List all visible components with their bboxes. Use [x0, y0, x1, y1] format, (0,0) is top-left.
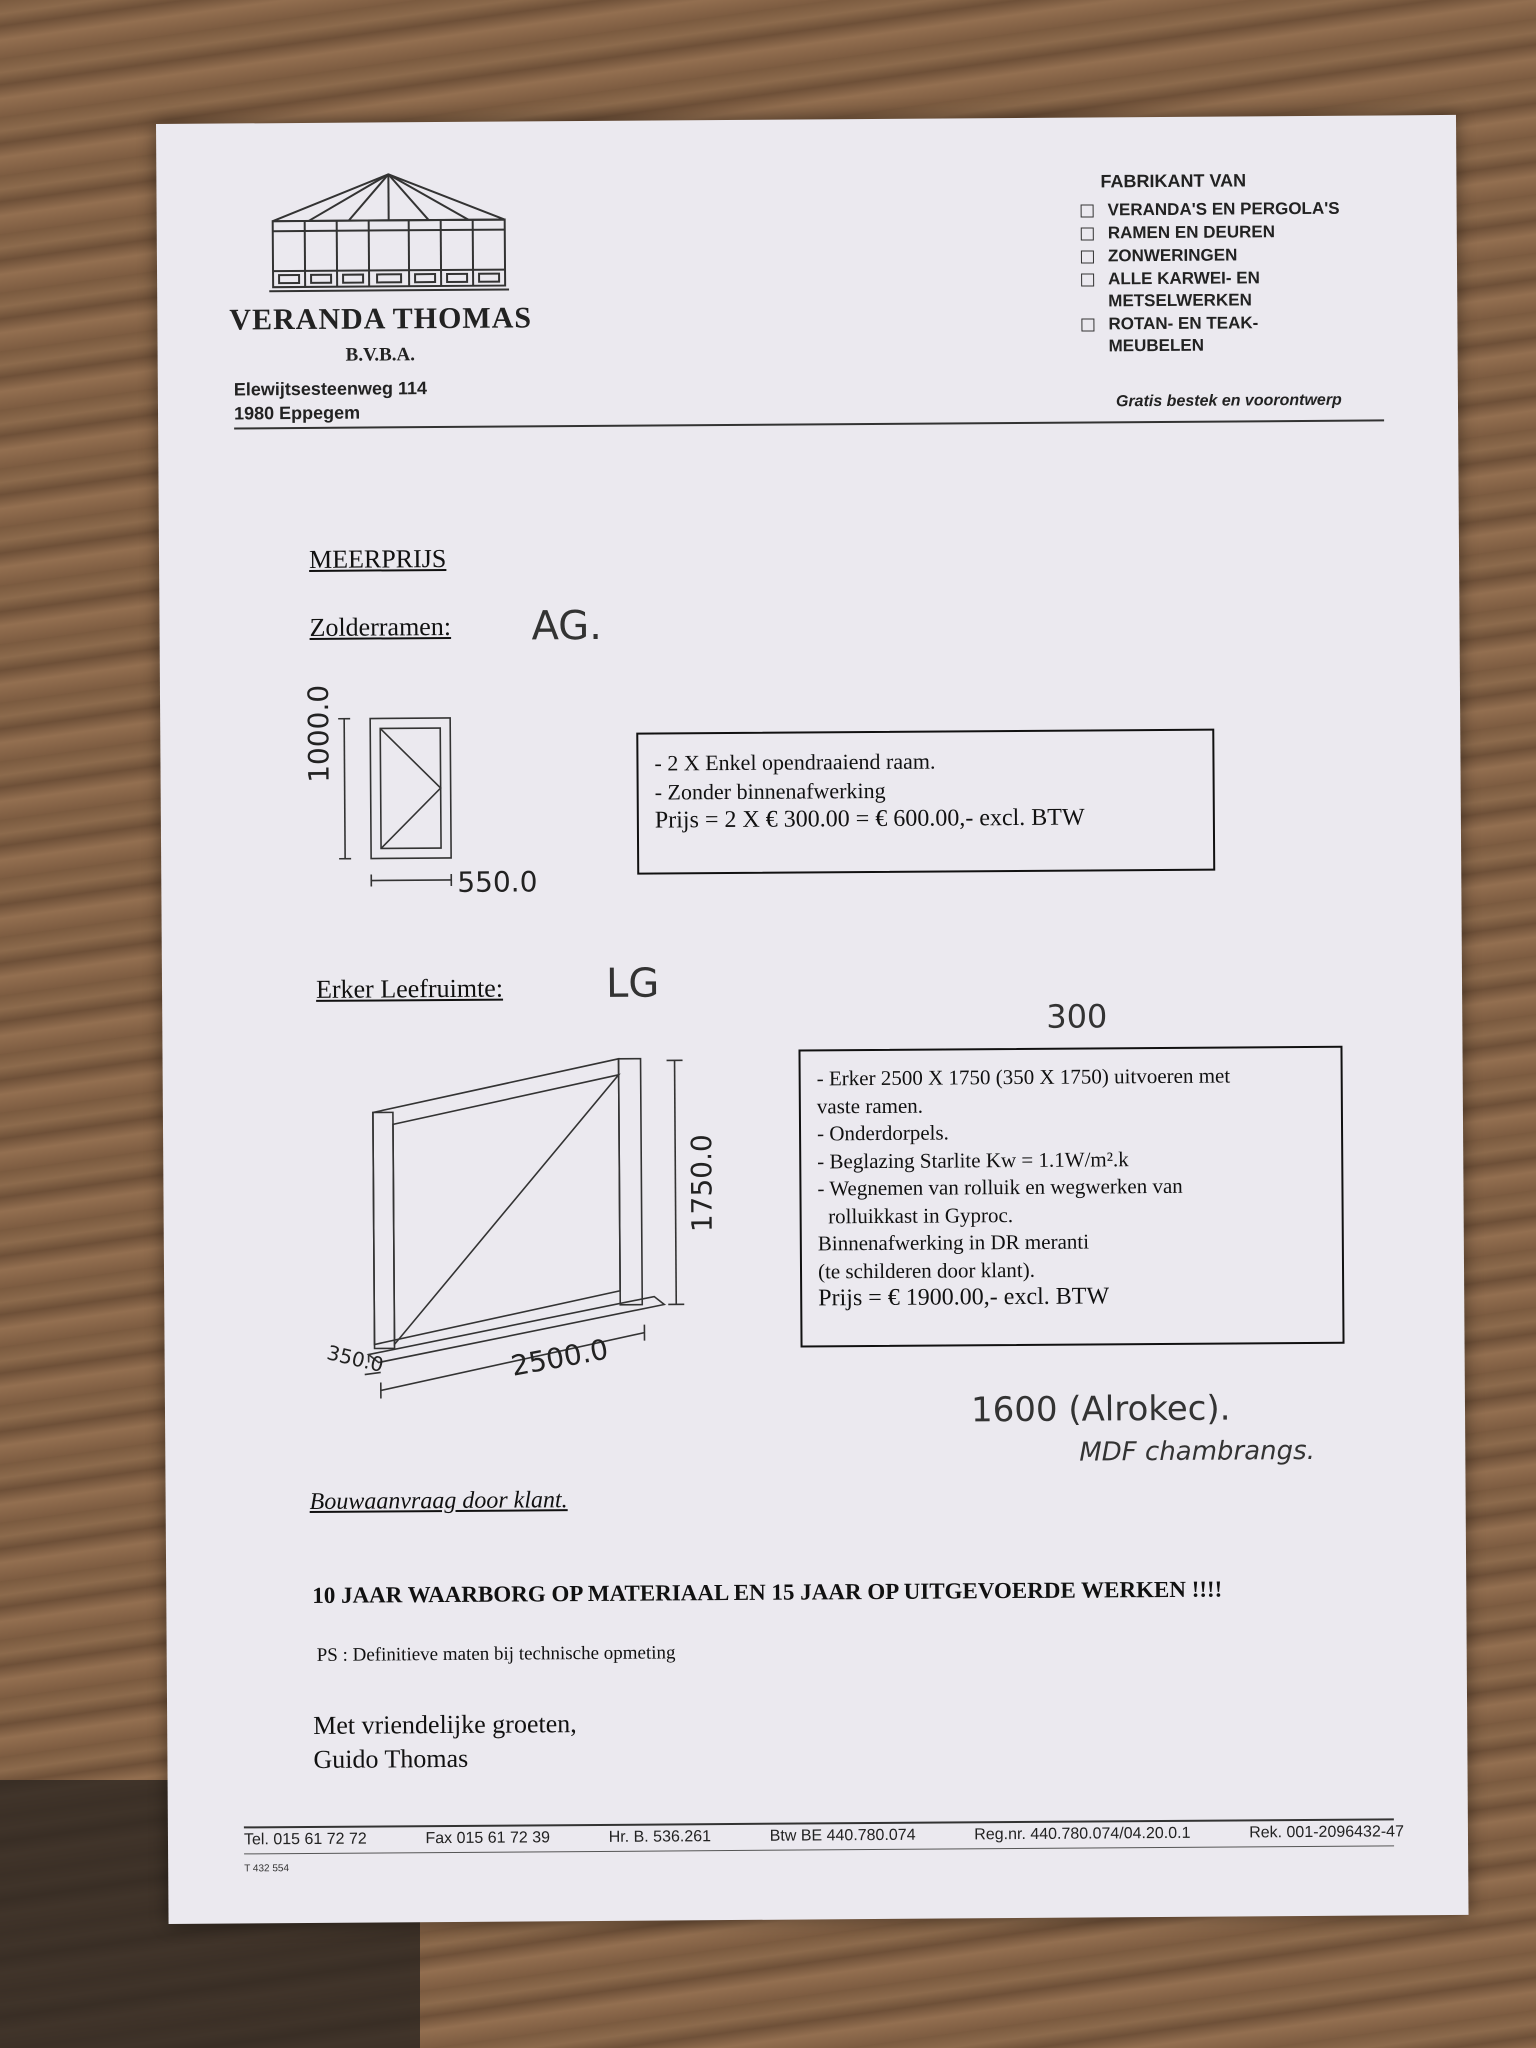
footer-contact	[244, 1823, 1404, 1849]
dim-height-zolderraam: 1000.0	[301, 684, 336, 783]
checkbox-icon	[1081, 227, 1094, 240]
signer-name: Guido Thomas	[313, 1743, 469, 1774]
handwritten-note-ag: AG.	[531, 602, 603, 650]
tagline: Gratis bestek en voorontwerp	[1115, 391, 1342, 411]
waarborg-statement: 10 JAAR WAARBORG OP MATERIAAL EN 15 JAAR OP UITGEVOERDE WERKEN !!!!	[312, 1576, 1223, 1608]
footer-hr: Hr. B. 536.261	[608, 1828, 712, 1846]
meerprijs-title: MEERPRIJS	[308, 543, 447, 574]
erker-line: (te schilderen door klant).	[817, 1257, 1036, 1283]
services-list	[1081, 197, 1422, 358]
zolderramen-description-box	[636, 729, 1215, 875]
erker-line: - Beglazing Starlite Kw = 1.1W/m².k	[817, 1146, 1129, 1173]
erker-line: Binnenafwerking in DR meranti	[817, 1229, 1090, 1256]
checkbox-icon	[1081, 204, 1094, 217]
service-item	[1081, 266, 1421, 312]
dim-width-erker: 2500.0	[508, 1332, 611, 1383]
handwritten-correction: 300	[1046, 997, 1108, 1036]
company-name: VERANDA THOMAS	[229, 301, 533, 337]
erker-label: Erker Leefruimte:	[315, 973, 504, 1004]
checkbox-icon	[1081, 273, 1094, 286]
bouwaanvraag-note: Bouwaanvraag door klant.	[309, 1487, 568, 1515]
service-item	[1081, 220, 1421, 244]
closing-greeting: Met vriendelijke groeten,	[313, 1709, 577, 1740]
checkbox-icon	[1081, 250, 1094, 263]
erker-line: vaste ramen.	[816, 1093, 924, 1118]
address-street: Elewijtsesteenweg 114	[233, 378, 428, 400]
zolderramen-line: - 2 X Enkel opendraaiend raam.	[654, 748, 936, 776]
zolderramen-label: Zolderramen:	[309, 611, 452, 642]
footer-rek: Rek. 001-2096432-47	[1249, 1823, 1404, 1842]
veranda-logo-icon	[268, 172, 509, 306]
erker-price: Prijs = € 1900.00,- excl. BTW	[818, 1283, 1110, 1312]
erker-line: - Onderdorpels.	[816, 1120, 949, 1146]
checkbox-icon	[1081, 318, 1094, 331]
footer-fax: Fax 015 61 72 39	[425, 1829, 551, 1848]
address-city: 1980 Eppegem	[233, 402, 361, 424]
handwritten-note-lg: LG	[605, 960, 660, 1007]
dim-height-erker: 1750.0	[685, 1134, 719, 1233]
print-code: T 432 554	[244, 1863, 290, 1875]
service-label: RAMEN EN DEUREN	[1107, 222, 1276, 243]
footer-regnr: Reg.nr. 440.780.074/04.20.0.1	[974, 1824, 1191, 1844]
service-item	[1081, 197, 1421, 221]
letter-page	[156, 115, 1469, 1924]
erker-line: rolluikkast in Gyproc.	[817, 1202, 1014, 1228]
dim-depth-erker: 350.0	[324, 1340, 386, 1378]
handwritten-price: 1600 (Alrokec).	[970, 1388, 1231, 1431]
erker-line: - Erker 2500 X 1750 (350 X 1750) uitvoeren met	[816, 1063, 1231, 1091]
zolderraam-drawing	[336, 712, 477, 903]
service-label: VERANDA'S EN PERGOLA'S	[1107, 198, 1340, 220]
footer-tel: Tel. 015 61 72 72	[243, 1830, 367, 1849]
header-divider	[234, 419, 1384, 429]
footer-btw: Btw BE 440.780.074	[769, 1826, 916, 1845]
erker-description-box	[798, 1046, 1344, 1348]
service-label: ALLE KARWEI- EN METSELWERKEN	[1108, 268, 1260, 311]
service-label: ROTAN- EN TEAK-MEUBELEN	[1108, 313, 1259, 356]
erker-line: - Wegnemen van rolluik en wegwerken van	[817, 1173, 1183, 1201]
zolderramen-line: - Zonder binnenafwerking	[654, 777, 886, 805]
service-label: ZONWERINGEN	[1107, 245, 1238, 266]
fabrikant-heading: FABRIKANT VAN	[1100, 170, 1247, 192]
ps-note: PS : Definitieve maten bij technische opmeting	[316, 1642, 676, 1666]
dim-width-zolderraam: 550.0	[457, 865, 538, 899]
handwritten-extra: MDF chambrangs.	[1079, 1435, 1316, 1468]
legal-form: B.V.B.A.	[345, 344, 416, 366]
service-item	[1081, 243, 1421, 267]
service-item	[1081, 311, 1421, 357]
zolderramen-price: Prijs = 2 X € 300.00 = € 600.00,- excl. BTW	[654, 804, 1085, 834]
